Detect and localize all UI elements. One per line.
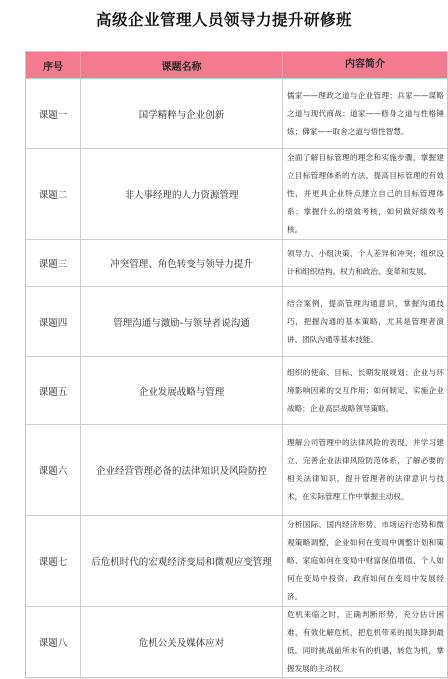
header-desc: 内容简介 xyxy=(345,59,385,70)
course-no: 课题七 xyxy=(26,516,81,606)
course-name: 企业经营管理必备的法律知识及风险防控 xyxy=(81,425,283,515)
course-name: 冲突管理、角色转变与领导力提升 xyxy=(81,240,283,286)
table-row xyxy=(26,149,447,240)
course-name: 非人事经理的人力资源管理 xyxy=(81,149,283,239)
course-no: 课题四 xyxy=(26,287,81,356)
table-row xyxy=(26,516,447,607)
page-title: 高级企业管理人员领导力提升研修班 xyxy=(95,11,352,29)
course-no: 课题六 xyxy=(26,425,81,515)
course-desc: 分析国际、国内经济形势、市场运行态势和微观策略调整，企业如何在变局中调整计划和策略、家庭如何在变局中财富保值增值、个人如何在变局中投资、政府如何在变局中发展经济。 xyxy=(287,520,444,601)
course-no: 课题一 xyxy=(26,79,81,148)
course-desc: 领导力、小组决策、个人差异和冲突；组织设计和组织结构、权力和政治、变革和发展。 xyxy=(287,249,444,276)
course-desc: 组织的使命、目标、长期发展规划；企业与环境影响因素的交互作用；如何制定、实施企业战略；企业高层战略领导策略。 xyxy=(287,367,444,413)
table-row xyxy=(26,425,447,516)
course-desc: 危机来临之时，正确判断形势，充分估计困难，有效化解危机，把危机带来的损失降到最低。同时挑战前所未有的机遇，转危为机，掌握发展的主动权。 xyxy=(287,610,444,673)
course-no: 课题五 xyxy=(26,357,81,424)
course-desc: 儒家——理政之道与企业管理；兵家——谋略之道与现代商战；道家——修身之道与性格锤炼；佛家——取舍之道与悟性智慧。 xyxy=(287,90,444,136)
course-no: 课题八 xyxy=(26,607,81,677)
course-name: 管理沟通与激励-与领导者说沟通 xyxy=(81,287,283,356)
course-name: 后危机时代的宏观经济变局和微观应变管理 xyxy=(81,516,283,606)
course-no: 课题二 xyxy=(26,149,81,239)
table-row xyxy=(26,287,447,357)
course-name: 企业发展战略与管理 xyxy=(81,357,283,424)
table-row xyxy=(26,357,447,425)
table-row xyxy=(26,240,447,287)
header-name: 课题名称 xyxy=(81,52,283,78)
course-table xyxy=(25,51,448,678)
table-header-row xyxy=(26,52,447,79)
course-name: 危机公关及媒体应对 xyxy=(81,607,283,677)
course-no: 课题三 xyxy=(26,240,81,286)
table-row xyxy=(26,607,447,677)
course-name: 国学精粹与企业创新 xyxy=(81,79,283,148)
course-desc: 结合案例，提高管理沟通意识，掌握沟通技巧，把握沟通的基本策略，尤其是管理者演讲、团队沟通等基本技能。 xyxy=(287,298,444,344)
table-row xyxy=(26,79,447,149)
header-no: 序号 xyxy=(26,52,81,78)
course-desc: 理解公司管理中的法律风险的表现，并学习建立、完善企业法律风险防范体系，了解必要的相关法律知识，提升管理者的法律意识与技术，在实际管理工作中掌握主动权。 xyxy=(287,438,444,501)
course-desc: 全面了解目标管理的理念和实施步骤，掌握建立目标管理体系的方法，提高目标管理的有效性，并更具企业特点建立自己的目标管理体系；掌握什么的绩效考核，如何做好绩效考核。 xyxy=(287,153,444,234)
